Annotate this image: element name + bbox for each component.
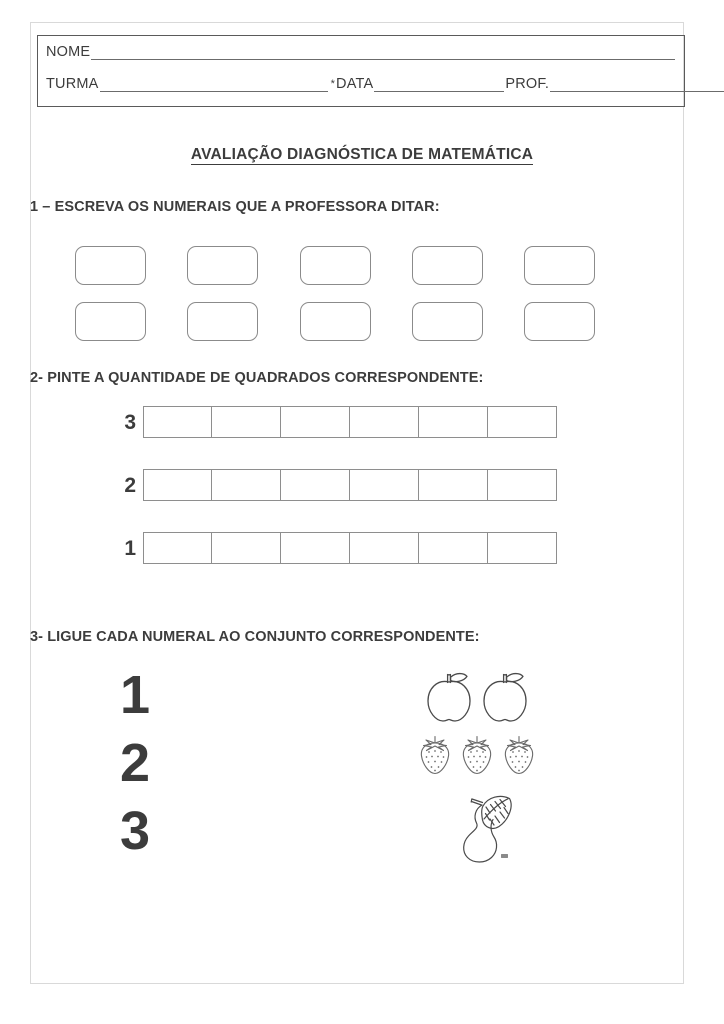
answer-box[interactable] bbox=[300, 302, 371, 341]
grid-cell[interactable] bbox=[350, 532, 419, 564]
grid-cell[interactable] bbox=[419, 469, 488, 501]
prof-label: PROF. bbox=[505, 76, 550, 92]
grid-cell[interactable] bbox=[419, 532, 488, 564]
turma-label: TURMA bbox=[46, 76, 99, 92]
square-grid-row bbox=[110, 406, 557, 438]
grid-cell[interactable] bbox=[212, 532, 281, 564]
grid-cell[interactable] bbox=[350, 469, 419, 501]
turma-data-prof-row bbox=[46, 76, 676, 92]
answer-box[interactable] bbox=[524, 302, 595, 341]
grid-cell[interactable] bbox=[143, 406, 212, 438]
answer-box[interactable] bbox=[187, 302, 258, 341]
exercise-1-heading: 1 – ESCREVA OS NUMERAIS QUE A PROFESSORA DITAR: bbox=[30, 199, 440, 215]
grid-cell[interactable] bbox=[281, 532, 350, 564]
grid-row-numeral: 1 bbox=[124, 536, 136, 560]
grid-cell[interactable] bbox=[212, 406, 281, 438]
square-grid-row bbox=[110, 532, 557, 564]
apple-icon bbox=[479, 668, 531, 724]
exercise-3-numeral-column bbox=[120, 665, 190, 861]
prof-input-line[interactable] bbox=[550, 79, 724, 92]
grid-cell[interactable] bbox=[281, 406, 350, 438]
match-numeral-2[interactable]: 2 bbox=[120, 733, 151, 793]
data-label: DATA bbox=[336, 76, 374, 92]
square-grid-row bbox=[110, 469, 557, 501]
exercise-2-heading: 2- PINTE A QUANTIDADE DE QUADRADOS CORRESPONDENTE: bbox=[30, 370, 484, 386]
grid-row-numeral: 3 bbox=[124, 410, 136, 434]
grid-cells bbox=[143, 532, 557, 564]
answer-box[interactable] bbox=[300, 246, 371, 285]
grid-cell[interactable] bbox=[488, 469, 557, 501]
grid-cell[interactable] bbox=[281, 469, 350, 501]
student-info-box bbox=[37, 35, 685, 107]
page-title bbox=[0, 146, 724, 164]
strawberry-icon bbox=[460, 732, 494, 776]
fruit-set-apples[interactable] bbox=[423, 668, 565, 724]
asterisk-mark: * bbox=[330, 78, 336, 90]
grid-row-numeral: 2 bbox=[124, 473, 136, 497]
grid-cells bbox=[143, 406, 557, 438]
answer-box[interactable] bbox=[187, 246, 258, 285]
fruit-set-strawberries[interactable] bbox=[418, 732, 565, 776]
grid-cell[interactable] bbox=[419, 406, 488, 438]
exercise-3-heading: 3- LIGUE CADA NUMERAL AO CONJUNTO CORRESPONDENTE: bbox=[30, 629, 480, 645]
exercise-2-square-grids bbox=[110, 406, 557, 564]
answer-box-row-2 bbox=[75, 302, 595, 341]
answer-box-row-1 bbox=[75, 246, 595, 285]
page-title-text: AVALIAÇÃO DIAGNÓSTICA DE MATEMÁTICA bbox=[190, 146, 534, 163]
exercise-1-answer-boxes bbox=[75, 246, 595, 341]
strawberry-icon bbox=[418, 732, 452, 776]
answer-box[interactable] bbox=[75, 246, 146, 285]
grid-cell[interactable] bbox=[143, 469, 212, 501]
match-numeral-3[interactable]: 3 bbox=[120, 801, 151, 861]
grid-cells bbox=[143, 469, 557, 501]
nome-field-row bbox=[46, 44, 676, 60]
pear-icon bbox=[457, 788, 521, 866]
data-input-line[interactable] bbox=[374, 79, 504, 92]
answer-box[interactable] bbox=[524, 246, 595, 285]
answer-box[interactable] bbox=[412, 302, 483, 341]
answer-box[interactable] bbox=[412, 246, 483, 285]
turma-input-line[interactable] bbox=[100, 79, 328, 92]
nome-label: NOME bbox=[46, 44, 91, 60]
grid-cell[interactable] bbox=[350, 406, 419, 438]
grid-cell[interactable] bbox=[212, 469, 281, 501]
strawberry-icon bbox=[502, 732, 536, 776]
grid-cell[interactable] bbox=[488, 406, 557, 438]
apple-icon bbox=[423, 668, 475, 724]
grid-cell[interactable] bbox=[488, 532, 557, 564]
grid-cell[interactable] bbox=[143, 532, 212, 564]
match-numeral-1[interactable]: 1 bbox=[120, 665, 151, 725]
nome-input-line[interactable] bbox=[91, 47, 675, 60]
answer-box[interactable] bbox=[75, 302, 146, 341]
fruit-set-pear[interactable] bbox=[457, 788, 565, 866]
exercise-3-fruit-sets bbox=[415, 668, 565, 866]
